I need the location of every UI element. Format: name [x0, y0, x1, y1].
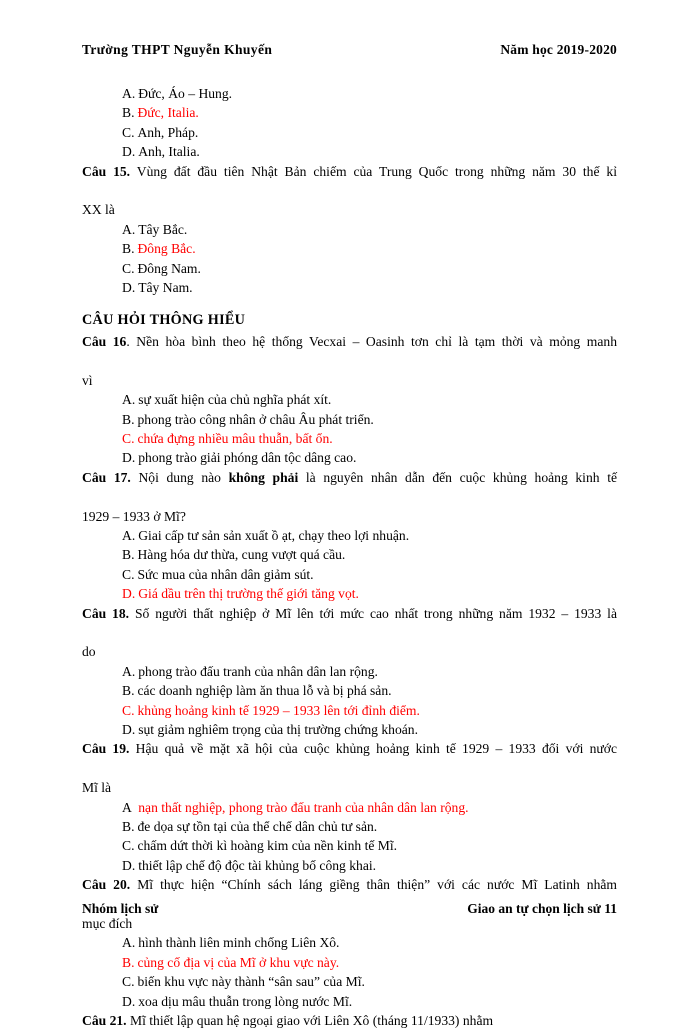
option-text: Giá dầu trên thị trường thế giới tăng vọt.: [138, 586, 359, 602]
option-item: [82, 798, 617, 817]
school-name: Trường THPT Nguyễn Khuyến: [82, 42, 273, 57]
question-stem-text: Hậu quả về mặt xã hội của cuộc khủng hoảng kinh tế 1929 – 1933 đối với nước: [135, 741, 617, 757]
option-item: [82, 410, 617, 429]
option-label: D.: [122, 450, 136, 466]
option-label: A.: [122, 663, 136, 679]
question-block-16: [82, 332, 617, 468]
question-stem: [82, 162, 617, 201]
option-label: C.: [122, 838, 135, 854]
option-item: [82, 836, 617, 855]
option-item: [82, 972, 617, 991]
option-label: B.: [122, 105, 135, 121]
option-item: [82, 720, 617, 739]
option-label: A.: [122, 86, 136, 101]
question-block-21: [82, 1011, 617, 1030]
option-item: [82, 84, 617, 103]
option-label: D.: [122, 993, 136, 1009]
question-number: Câu 21.: [82, 1013, 127, 1029]
option-label: B.: [122, 241, 135, 257]
school-year: Năm học 2019-2020: [500, 42, 617, 57]
option-label: B.: [122, 411, 135, 427]
option-label: A.: [122, 935, 136, 951]
option-item: [82, 526, 617, 545]
footer-group-name: Nhóm lịch sử: [82, 901, 159, 916]
option-label: B.: [122, 547, 135, 563]
running-foot: [82, 901, 617, 917]
question-stem-cont: 1929 – 1933 ở Mĩ?: [82, 508, 186, 524]
option-item: [82, 662, 617, 681]
option-text: phong trào đấu tranh của nhân dân lan rộng.: [138, 663, 378, 679]
section-heading: CÂU HỎI THÔNG HIỂU: [82, 312, 246, 329]
option-label: A.: [122, 221, 136, 237]
option-text: chấm dứt thời kì hoàng kim của nền kinh tế Mĩ.: [137, 838, 398, 854]
option-label: C.: [122, 124, 135, 140]
option-item: [82, 278, 617, 297]
option-label: D.: [122, 857, 136, 873]
option-text: sụt giảm nghiêm trọng của thị trường chứng khoán.: [138, 722, 418, 737]
question-block-18: [82, 604, 617, 740]
question-stem-cont: do: [82, 644, 96, 660]
option-item: [82, 565, 617, 584]
option-label: C.: [122, 430, 135, 446]
question-stem-part2: là nguyên nhân dẫn đến cuộc khủng hoảng kinh tế: [298, 469, 618, 485]
option-text: phong trào công nhân ở châu Âu phát triển.: [137, 411, 374, 427]
option-label: B.: [122, 683, 135, 699]
question-stem-emphasis: không phải: [228, 469, 299, 485]
option-text: Đông Nam.: [137, 260, 201, 276]
option-text: nạn thất nghiệp, phong trào đấu tranh của nhân dân lan rộng.: [138, 799, 469, 815]
option-label: A.: [122, 527, 136, 543]
option-item: [82, 933, 617, 952]
option-text: Tây Bắc.: [138, 221, 188, 237]
question-stem-cont: Mĩ là: [82, 780, 112, 796]
option-item: [82, 953, 617, 972]
question-block-15: [82, 162, 617, 298]
option-item: [82, 259, 617, 278]
option-text: củng cố địa vị của Mĩ ở khu vực này.: [137, 954, 340, 970]
question-block-20: [82, 875, 617, 1011]
question-stem-text: Mĩ thực hiện “Chính sách láng giềng thân thiện” với các nước Mĩ Latinh nhằm: [137, 877, 617, 893]
option-text: thiết lập chế độ độc tài khủng bố công khai.: [138, 857, 377, 873]
question-stem-cont: mục đích: [82, 916, 133, 932]
running-head: [82, 42, 617, 58]
question-stem: [82, 468, 617, 507]
option-item: [82, 701, 617, 720]
question-stem-part1: Nội dung nào: [138, 469, 229, 485]
option-label: C.: [122, 566, 135, 582]
question-block-19: [82, 739, 617, 875]
option-text: Giai cấp tư sản sản xuất ồ ạt, chạy theo lợi nhuận.: [138, 527, 410, 543]
option-text: sự xuất hiện của chủ nghĩa phát xít.: [138, 392, 332, 408]
option-label: C.: [122, 974, 135, 990]
option-item: [82, 142, 617, 161]
option-text: Đức, Áo – Hung.: [138, 86, 233, 101]
question-stem: [82, 739, 617, 778]
option-label: C.: [122, 702, 135, 718]
option-text: Đông Bắc.: [137, 241, 196, 257]
option-text: Tây Nam.: [138, 280, 193, 296]
option-label: D.: [122, 722, 136, 737]
option-item: [82, 220, 617, 239]
option-item: [82, 584, 617, 603]
option-text: hình thành liên minh chống Liên Xô.: [138, 935, 340, 951]
question-number: Câu 20.: [82, 877, 131, 893]
option-text: Sức mua của nhân dân giảm sút.: [137, 566, 314, 582]
question-stem: [82, 604, 617, 643]
question-number: Câu 17.: [82, 469, 131, 485]
option-text: Anh, Italia.: [138, 144, 200, 160]
option-label: B.: [122, 954, 135, 970]
option-item: [82, 856, 617, 875]
footer-document-title: Giao an tự chọn lịch sử 11: [467, 901, 617, 916]
option-text: Anh, Pháp.: [137, 124, 199, 140]
question-stem-text: Vùng đất đầu tiên Nhật Bản chiếm của Trung Quốc trong những năm 30 thế kỉ: [136, 163, 617, 179]
option-text: Đức, Italia.: [137, 105, 199, 121]
question-number: Câu 16: [82, 333, 127, 349]
option-item: [82, 448, 617, 467]
option-item: [82, 239, 617, 258]
option-text: phong trào giải phóng dân tộc dâng cao.: [138, 450, 357, 466]
question-stem-text: Số người thất nghiệp ở Mĩ lên tới mức cao nhất trong những năm 1932 – 1933 là: [134, 605, 617, 621]
option-item: [82, 390, 617, 409]
option-text: Hàng hóa dư thừa, cung vượt quá cầu.: [137, 547, 346, 563]
question-stem-cont: XX là: [82, 202, 115, 218]
option-label: D.: [122, 586, 136, 602]
question-stem-text: Mĩ thiết lập quan hệ ngoại giao với Liên Xô (tháng 11/1933) nhằm: [129, 1013, 494, 1029]
question-block-14-options: [82, 84, 617, 162]
option-item: [82, 817, 617, 836]
option-text: các doanh nghiệp làm ăn thua lỗ và bị phá sản.: [137, 683, 392, 699]
option-item: [82, 103, 617, 122]
option-item: [82, 123, 617, 142]
option-item: [82, 681, 617, 700]
option-text: đe dọa sự tồn tại của thể chế dân chủ tư sản.: [137, 819, 378, 835]
option-text: xoa dịu mâu thuẫn trong lòng nước Mĩ.: [138, 993, 353, 1009]
question-stem: [82, 1011, 617, 1030]
option-item: [82, 545, 617, 564]
question-number: Câu 18.: [82, 605, 130, 621]
question-stem-cont: vì: [82, 372, 93, 388]
question-number: Câu 15.: [82, 163, 131, 179]
option-text: khủng hoảng kinh tế 1929 – 1933 lên tới đỉnh điểm.: [137, 702, 420, 718]
question-stem-text: Nền hòa bình theo hệ thống Vecxai – Oasinh tơn chỉ là tạm thời và mỏng manh: [136, 333, 617, 349]
option-item: [82, 992, 617, 1011]
option-label: D.: [122, 144, 136, 160]
option-text: chứa đựng nhiều mâu thuẫn, bất ổn.: [137, 430, 333, 446]
option-label: A: [122, 799, 132, 815]
question-body: [82, 84, 617, 1031]
option-label: C.: [122, 260, 135, 276]
option-text: biến khu vực này thành “sân sau” của Mĩ.: [137, 974, 365, 990]
question-stem: [82, 332, 617, 371]
question-number-suffix: .: [126, 333, 130, 349]
option-label: A.: [122, 392, 136, 408]
question-block-17: [82, 468, 617, 604]
option-label: B.: [122, 819, 135, 835]
option-label: D.: [122, 280, 136, 296]
question-number: Câu 19.: [82, 741, 130, 757]
option-item: [82, 429, 617, 448]
